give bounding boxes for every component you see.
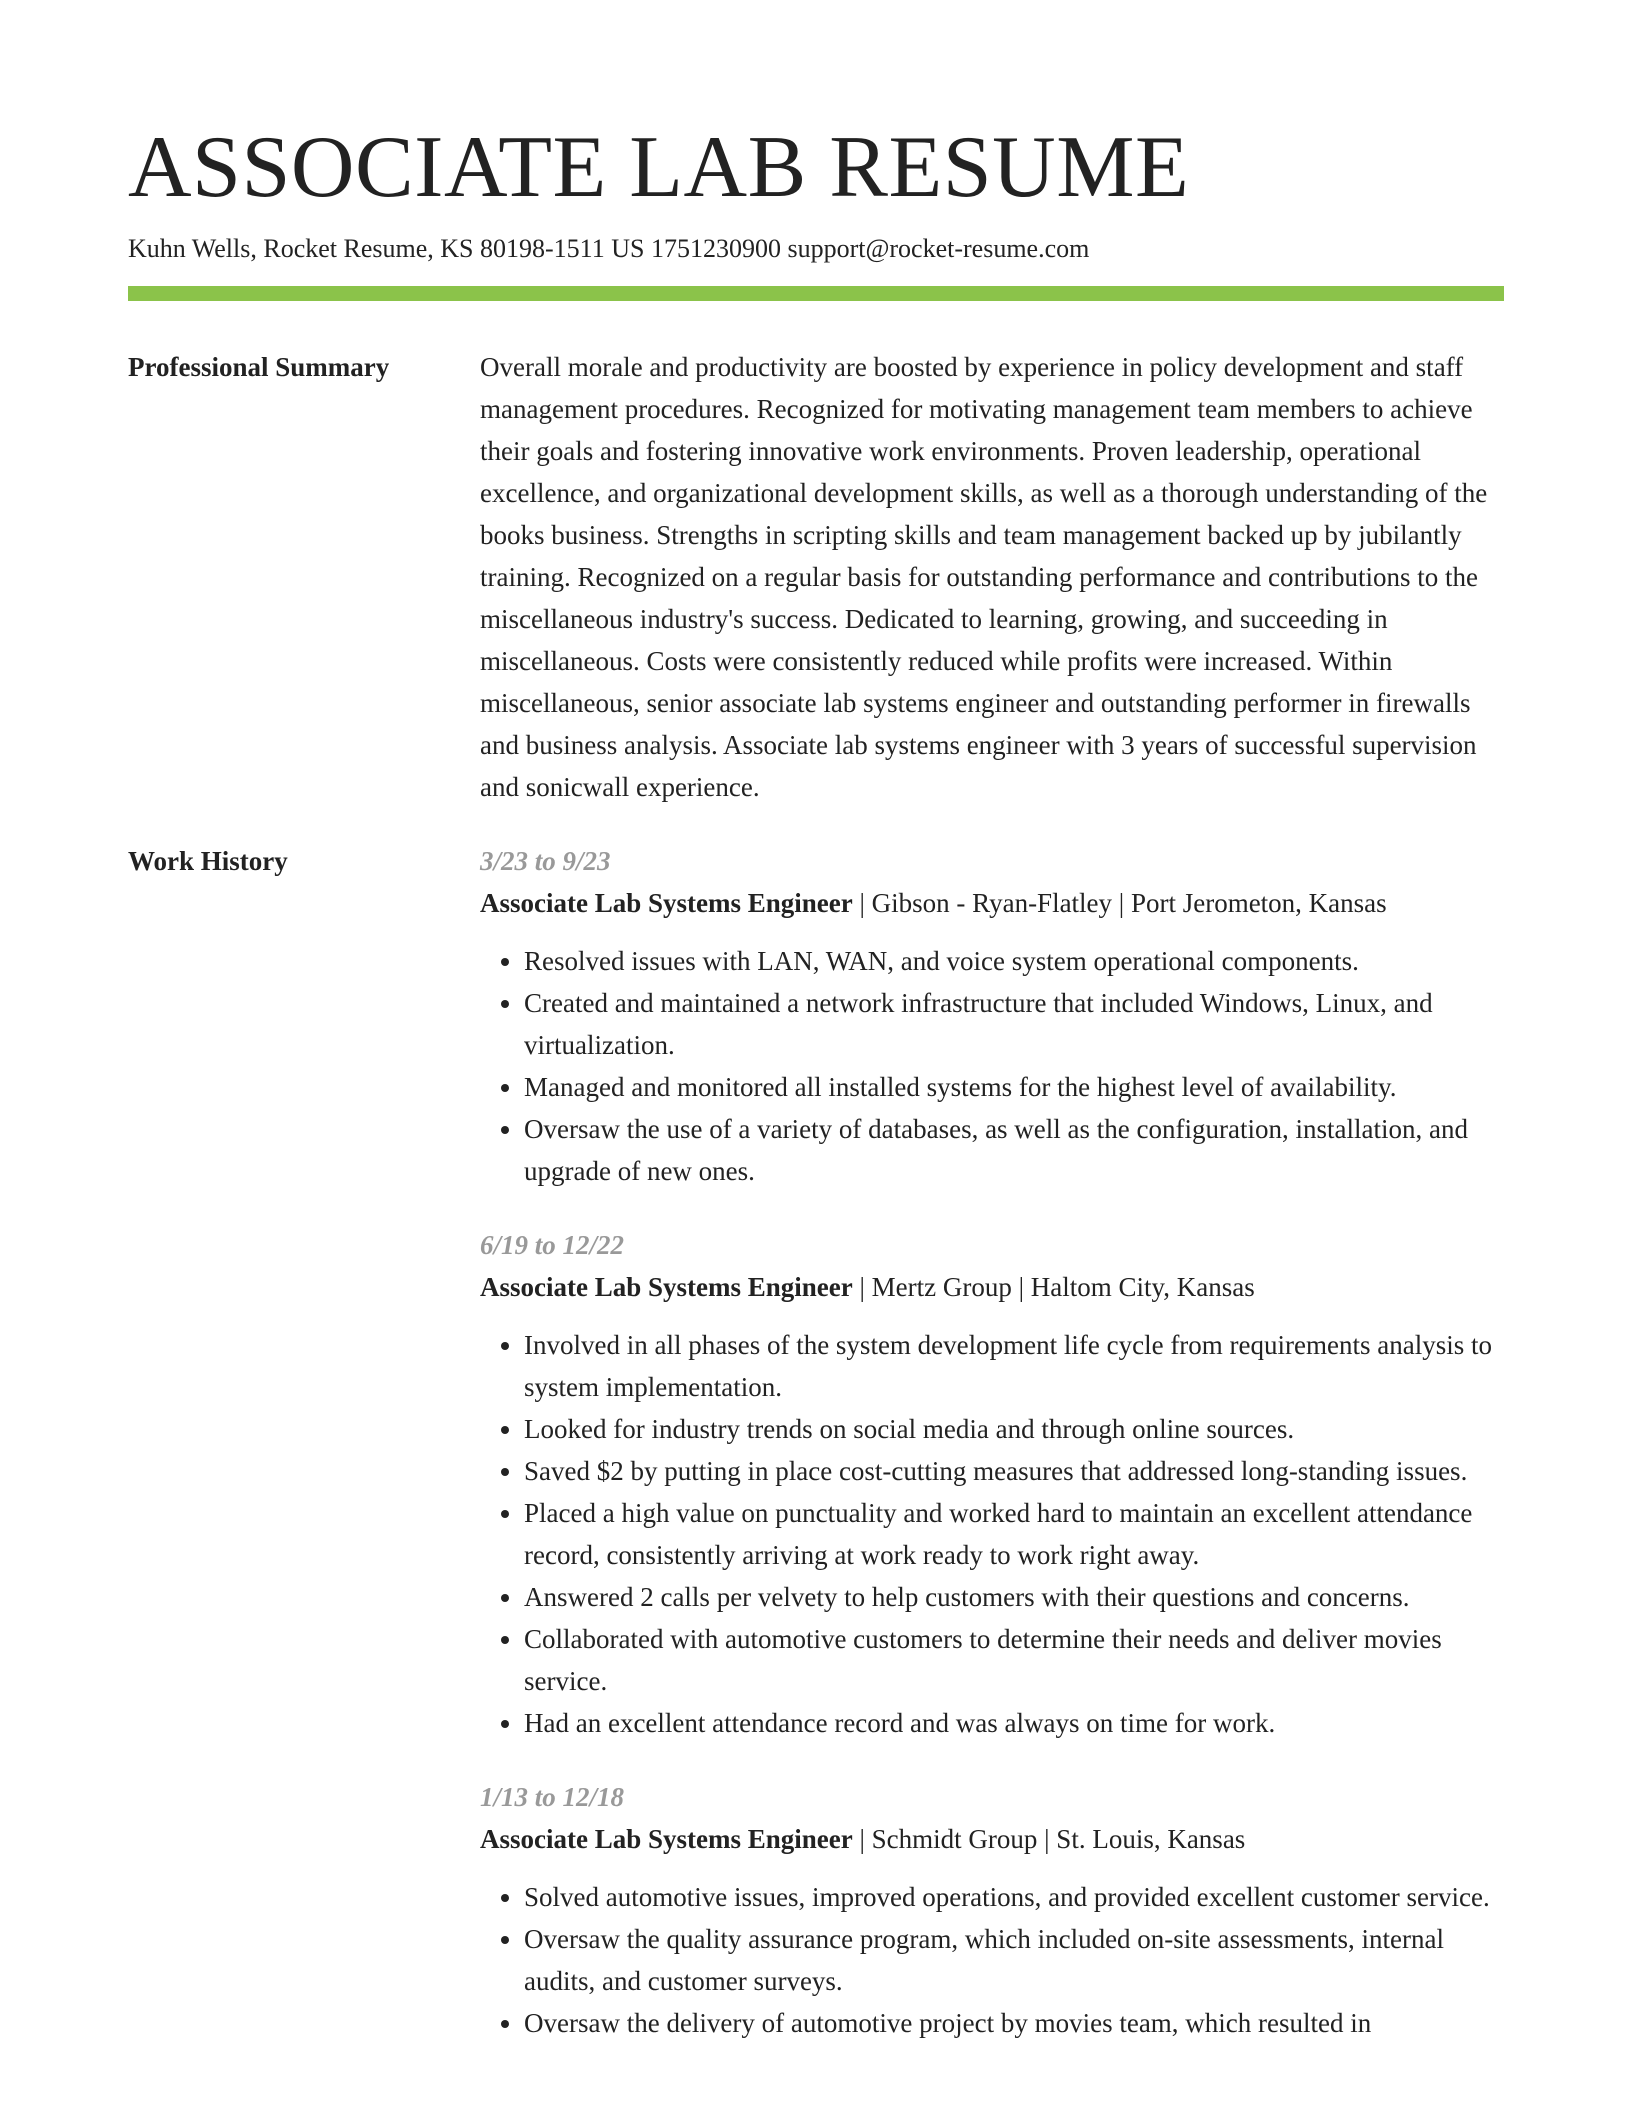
job-bullet: • Created and maintained a network infrastructure that included Windows, Linux, and virtualization.	[524, 982, 1510, 1066]
job-bullet: • Oversaw the use of a variety of databases, as well as the configuration, installation, and upgrade of new ones.	[524, 1108, 1510, 1192]
job-bullet: • Managed and monitored all installed systems for the highest level of availability.	[524, 1066, 1510, 1108]
job-bullets	[480, 940, 1510, 1192]
summary-section	[480, 346, 1510, 808]
job-bullet: • Oversaw the delivery of automotive project by movies team, which resulted in	[524, 2002, 1510, 2044]
job-header	[480, 882, 1510, 924]
job-details: | Schmidt Group | St. Louis, Kansas	[852, 1824, 1246, 1854]
summary-text: Overall morale and productivity are boosted by experience in policy development and staff management procedures. Recognized for motivating management team members to achieve their goals and fostering innovative work environments. Proven leadership, operational excellence, and organizational development skills, as well as a thorough understanding of the books business. Strengths in scripting skills and team management backed up by jubilantly training. Recognized on a regular basis for outstanding performance and contributions to the miscellaneous industry's success. Dedicated to learning, growing, and succeeding in miscellaneous. Costs were consistently reduced while profits were increased. Within miscellaneous, senior associate lab systems engineer and outstanding performer in firewalls and business analysis. Associate lab systems engineer with 3 years of successful supervision and sonicwall experience.	[480, 352, 1488, 802]
resume-title: ASSOCIATE LAB RESUME	[128, 119, 1190, 216]
job-title: Associate Lab Systems Engineer	[480, 888, 853, 918]
header-divider	[128, 286, 1504, 301]
job-bullet: • Looked for industry trends on social media and through online sources.	[524, 1408, 1510, 1450]
job-bullet: • Answered 2 calls per velvety to help customers with their questions and concerns.	[524, 1576, 1510, 1618]
job-entry	[480, 1776, 1510, 2044]
job-bullet: • Saved $2 by putting in place cost-cutting measures that addressed long-standing issues.	[524, 1450, 1510, 1492]
job-header	[480, 1818, 1510, 1860]
job-title: Associate Lab Systems Engineer	[480, 1272, 853, 1302]
job-bullet: • Had an excellent attendance record and was always on time for work.	[524, 1702, 1510, 1744]
job-bullet: • Placed a high value on punctuality and worked hard to maintain an excellent attendance record, consistently arriving at work ready to work right away.	[524, 1492, 1510, 1576]
job-dates: 1/13 to 12/18	[480, 1782, 625, 1812]
job-bullets	[480, 1876, 1510, 2044]
job-bullet: • Oversaw the quality assurance program, which included on-site assessments, internal audits, and customer surveys.	[524, 1918, 1510, 2002]
job-header	[480, 1266, 1510, 1308]
job-details: | Mertz Group | Haltom City, Kansas	[852, 1272, 1255, 1302]
job-entry	[480, 1224, 1510, 1744]
work-history-heading: Work History	[128, 846, 288, 876]
job-bullets	[480, 1324, 1510, 1744]
job-bullet: • Involved in all phases of the system development life cycle from requirements analysis to system implementation.	[524, 1324, 1510, 1408]
job-dates: 6/19 to 12/22	[480, 1230, 625, 1260]
job-title: Associate Lab Systems Engineer	[480, 1824, 853, 1854]
job-entry	[480, 840, 1510, 1192]
contact-line: Kuhn Wells, Rocket Resume, KS 80198-1511 US 1751230900 support@rocket-resume.com	[128, 234, 1090, 263]
summary-heading: Professional Summary	[128, 352, 390, 382]
job-bullet: • Resolved issues with LAN, WAN, and voice system operational components.	[524, 940, 1510, 982]
job-bullet: • Solved automotive issues, improved operations, and provided excellent customer service.	[524, 1876, 1510, 1918]
work-history-section	[480, 840, 1510, 2076]
job-details: | Gibson - Ryan-Flatley | Port Jerometon, Kansas	[852, 888, 1387, 918]
job-bullet: • Collaborated with automotive customers to determine their needs and deliver movies service.	[524, 1618, 1510, 1702]
job-dates: 3/23 to 9/23	[480, 846, 611, 876]
